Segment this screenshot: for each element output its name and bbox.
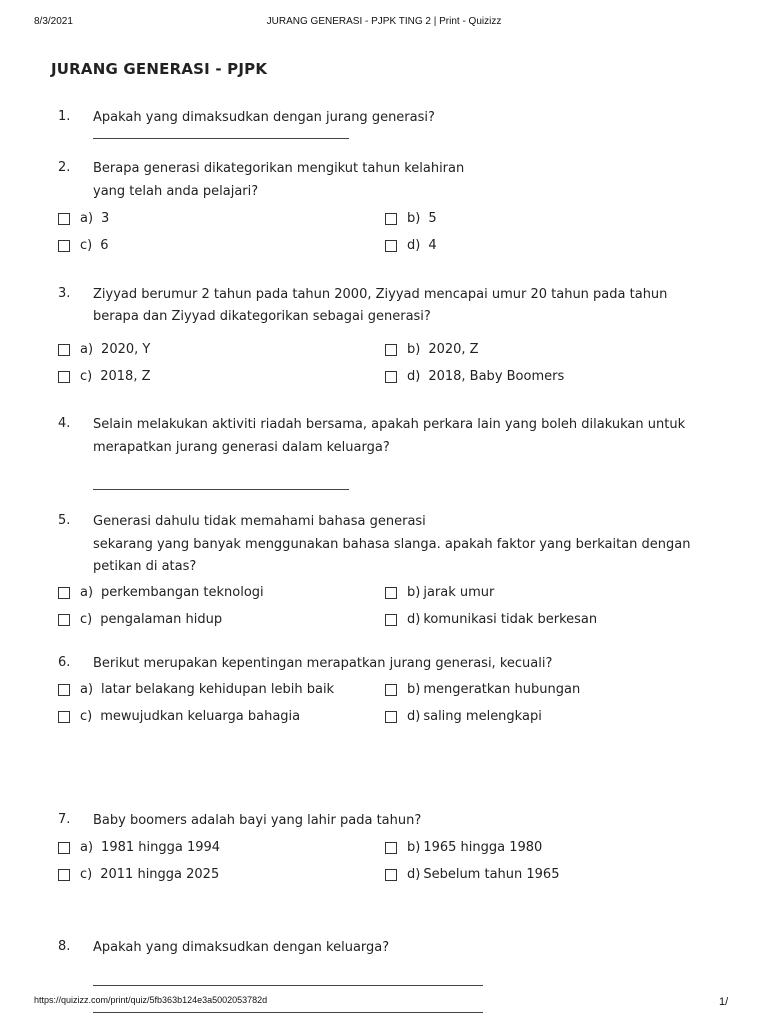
checkbox[interactable]: [385, 240, 397, 252]
checkbox[interactable]: [58, 240, 70, 252]
question-text: petikan di atas?: [93, 559, 197, 574]
checkbox[interactable]: [58, 711, 70, 723]
option-b[interactable]: b) mengeratkan hubungan: [385, 682, 580, 697]
answer-line[interactable]: [93, 985, 483, 986]
question-number: 1.: [58, 109, 71, 124]
question-number: 3.: [58, 286, 71, 301]
checkbox[interactable]: [58, 371, 70, 383]
option-d[interactable]: d) komunikasi tidak berkesan: [385, 612, 597, 627]
checkbox[interactable]: [385, 587, 397, 599]
checkbox[interactable]: [385, 614, 397, 626]
question-text: Ziyyad berumur 2 tahun pada tahun 2000, Ziyyad mencapai umur 20 tahun pada tahun: [93, 287, 668, 302]
option-a[interactable]: a) perkembangan teknologi: [58, 585, 264, 600]
checkbox[interactable]: [58, 842, 70, 854]
question-text: berapa dan Ziyyad dikategorikan sebagai generasi?: [93, 309, 431, 324]
question-text: sekarang yang banyak menggunakan bahasa slanga. apakah faktor yang berkaitan dengan: [93, 537, 691, 552]
option-d[interactable]: d) 4: [385, 238, 437, 253]
option-a[interactable]: a) latar belakang kehidupan lebih baik: [58, 682, 334, 697]
answer-line[interactable]: [93, 1012, 483, 1013]
option-d[interactable]: d) saling melengkapi: [385, 709, 542, 724]
checkbox[interactable]: [385, 371, 397, 383]
page-number: 1/: [719, 996, 729, 1008]
option-c[interactable]: c) mewujudkan keluarga bahagia: [58, 709, 300, 724]
question-text: Berapa generasi dikategorikan mengikut tahun kelahiran: [93, 161, 465, 176]
answer-line[interactable]: [93, 138, 349, 139]
checkbox[interactable]: [385, 869, 397, 881]
question-text: Berikut merupakan kepentingan merapatkan jurang generasi, kecuali?: [93, 656, 553, 671]
question-number: 8.: [58, 939, 71, 954]
question-text: Generasi dahulu tidak memahami bahasa generasi: [93, 514, 426, 529]
question-text: Apakah yang dimaksudkan dengan keluarga?: [93, 940, 390, 955]
checkbox[interactable]: [58, 869, 70, 881]
option-c[interactable]: c) 2011 hingga 2025: [58, 867, 219, 882]
checkbox[interactable]: [58, 684, 70, 696]
option-d[interactable]: d) Sebelum tahun 1965: [385, 867, 559, 882]
footer-url: https://quizizz.com/print/quiz/5fb363b124e3a5002053782d: [34, 995, 268, 1005]
checkbox[interactable]: [385, 213, 397, 225]
option-b[interactable]: b) 2020, Z: [385, 342, 479, 357]
option-a[interactable]: a) 3: [58, 211, 109, 226]
option-a[interactable]: a) 1981 hingga 1994: [58, 840, 220, 855]
option-d[interactable]: d) 2018, Baby Boomers: [385, 369, 564, 384]
question-text: Selain melakukan aktiviti riadah bersama, apakah perkara lain yang boleh dilakukan untuk: [93, 417, 686, 432]
option-b[interactable]: b) jarak umur: [385, 585, 494, 600]
option-c[interactable]: c) pengalaman hidup: [58, 612, 222, 627]
question-number: 4.: [58, 416, 71, 431]
question-text: yang telah anda pelajari?: [93, 184, 259, 199]
option-b[interactable]: b) 5: [385, 211, 437, 226]
question-number: 2.: [58, 160, 71, 175]
print-date: 8/3/2021: [34, 16, 73, 27]
option-b[interactable]: b) 1965 hingga 1980: [385, 840, 542, 855]
question-number: 5.: [58, 513, 71, 528]
print-header-title: JURANG GENERASI - PJPK TING 2 | Print - Quizizz: [266, 16, 502, 27]
checkbox[interactable]: [58, 213, 70, 225]
checkbox[interactable]: [385, 344, 397, 356]
checkbox[interactable]: [58, 614, 70, 626]
quiz-title: JURANG GENERASI - PJPK: [51, 60, 268, 78]
question-text: merapatkan jurang generasi dalam keluarga?: [93, 440, 390, 455]
option-c[interactable]: c) 2018, Z: [58, 369, 151, 384]
checkbox[interactable]: [58, 587, 70, 599]
checkbox[interactable]: [58, 344, 70, 356]
answer-line[interactable]: [93, 489, 349, 490]
checkbox[interactable]: [385, 842, 397, 854]
question-number: 6.: [58, 655, 71, 670]
question-text: Apakah yang dimaksudkan dengan jurang generasi?: [93, 110, 435, 125]
checkbox[interactable]: [385, 711, 397, 723]
option-c[interactable]: c) 6: [58, 238, 109, 253]
question-text: Baby boomers adalah bayi yang lahir pada tahun?: [93, 813, 422, 828]
option-a[interactable]: a) 2020, Y: [58, 342, 150, 357]
checkbox[interactable]: [385, 684, 397, 696]
question-number: 7.: [58, 812, 71, 827]
